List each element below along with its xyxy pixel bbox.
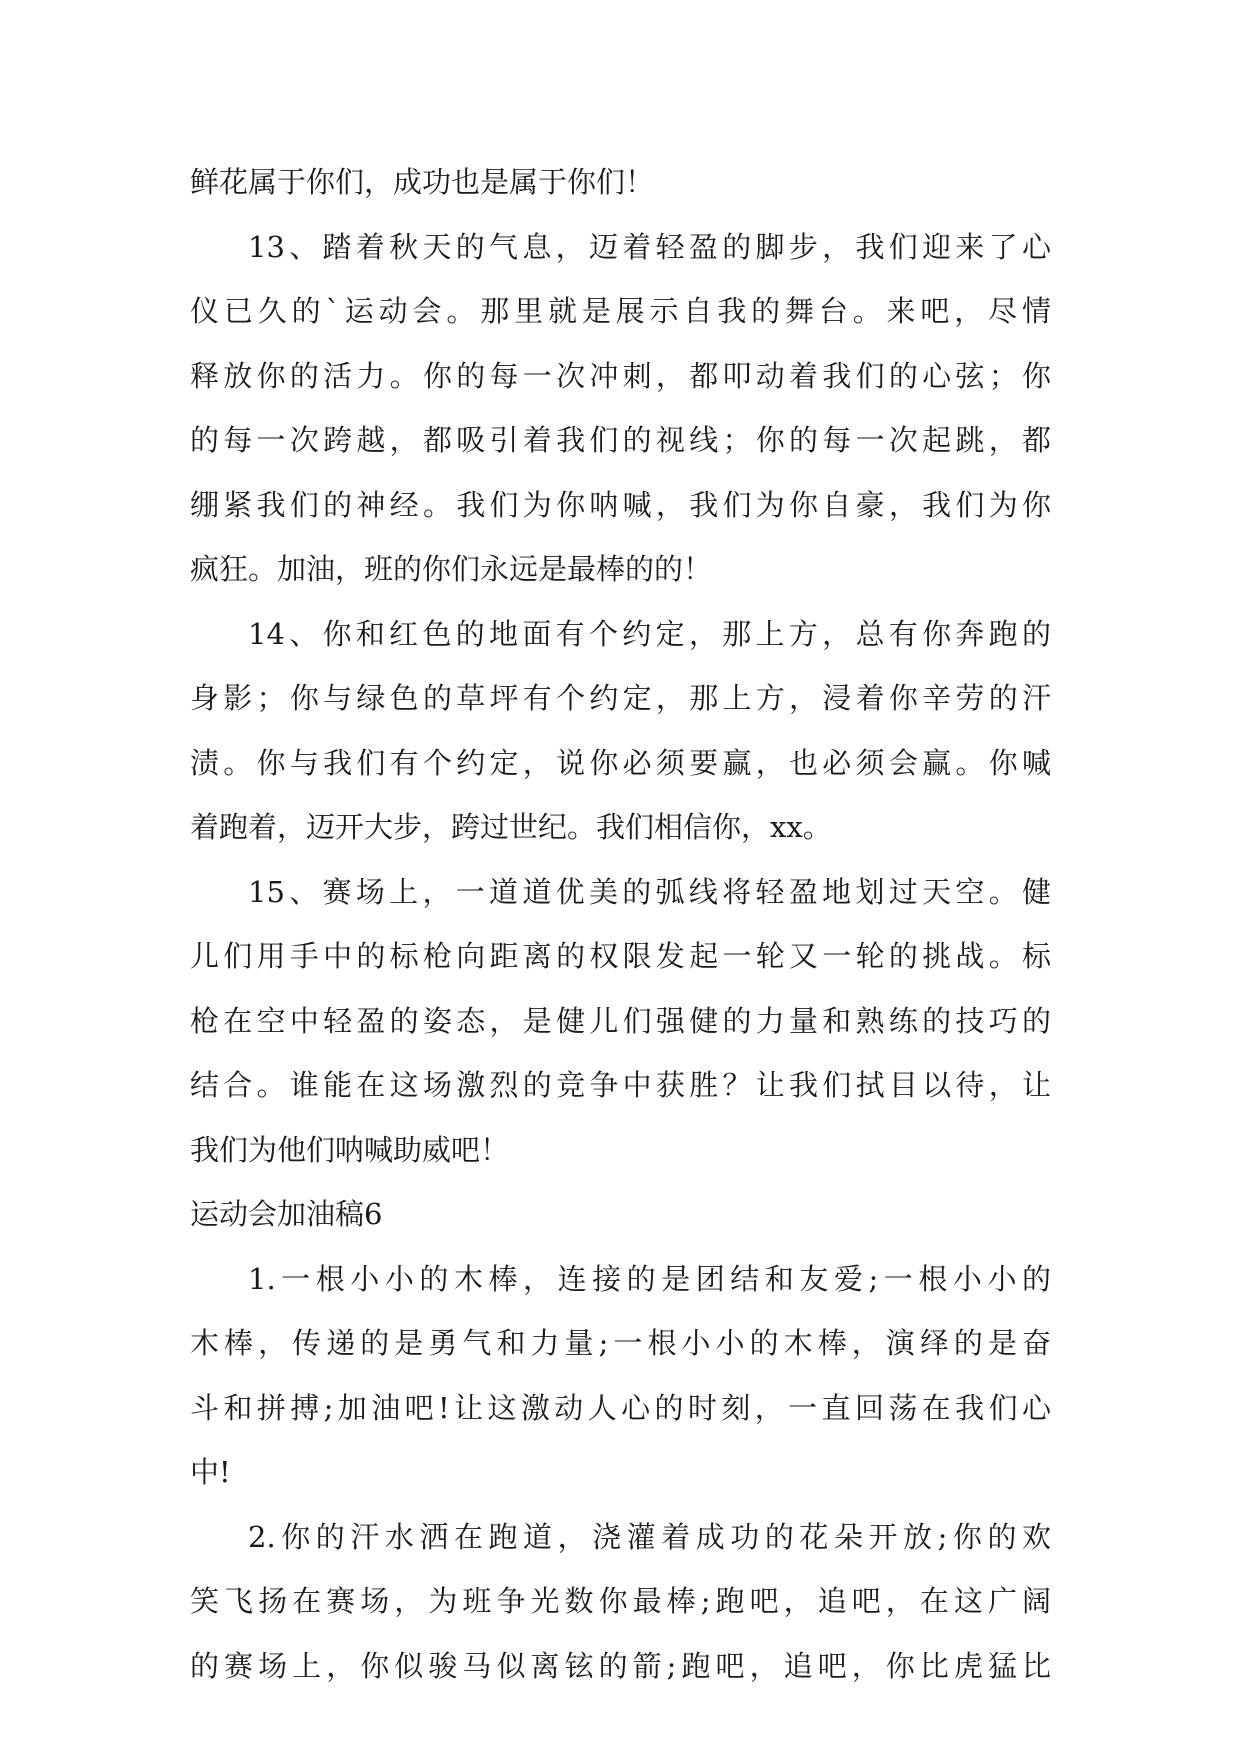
paragraph-line: 结合。谁能在这场激烈的竞争中获胜？让我们拭目以待，让 (190, 1068, 1051, 1102)
paragraph-line: 斗和拼搏;加油吧!让这激动人心的时刻，一直回荡在我们心 (190, 1390, 1051, 1425)
paragraph-line: 2.你的汗水洒在跑道，浇灌着成功的花朵开放;你的欢 (248, 1519, 1051, 1554)
paragraph-line: 的每一次跨越，都吸引着我们的视线；你的每一次起跳，都 (190, 423, 1051, 457)
paragraph-line: 我们为他们呐喊助威吧！ (190, 1132, 510, 1167)
paragraph-line: 枪在空中轻盈的姿态，是健儿们强健的力量和熟练的技巧的 (190, 1003, 1051, 1038)
paragraph-line: 仪已久的`运动会。那里就是展示自我的舞台。来吧，尽情 (190, 294, 1051, 328)
paragraph-line: 儿们用手中的标枪向距离的权限发起一轮又一轮的挑战。标 (190, 939, 1051, 973)
paragraph-line: 笑飞扬在赛场，为班争光数你最棒;跑吧，追吧，在这广阔 (190, 1584, 1051, 1618)
paragraph-line: 15、赛场上，一道道优美的弧线将轻盈地划过天空。健 (248, 874, 1051, 909)
paragraph-line: 释放你的活力。你的每一次冲刺，都叩动着我们的心弦；你 (190, 358, 1051, 393)
document-page (190, 150, 1051, 1698)
paragraph-line: 绷紧我们的神经。我们为你呐喊，我们为你自豪，我们为你 (190, 487, 1051, 522)
paragraph-line: 的赛场上，你似骏马似离铉的箭;跑吧，追吧，你比虎猛比 (190, 1648, 1051, 1683)
paragraph-line: 中! (190, 1455, 231, 1489)
paragraph-line: 身影；你与绿色的草坪有个约定，那上方，浸着你辛劳的汗 (190, 681, 1051, 715)
paragraph-line: 1.一根小小的木棒，连接的是团结和友爱;一根小小的 (248, 1261, 1051, 1296)
section-heading: 运动会加油稿6 (190, 1197, 383, 1231)
paragraph-line: 木棒，传递的是勇气和力量;一根小小的木棒，演绎的是奋 (190, 1326, 1051, 1360)
paragraph-line: 14、你和红色的地面有个约定，那上方，总有你奔跑的 (248, 616, 1051, 651)
paragraph-line: 鲜花属于你们，成功也是属于你们！ (190, 165, 655, 199)
paragraph-line: 13、踏着秋天的气息，迈着轻盈的脚步，我们迎来了心 (248, 229, 1051, 264)
paragraph-line: 疯狂。加油，班的你们永远是最棒的的！ (190, 552, 713, 586)
paragraph-line: 着跑着，迈开大步，跨过世纪。我们相信你，xx。 (190, 810, 832, 844)
paragraph-line: 渍。你与我们有个约定，说你必须要赢，也必须会赢。你喊 (190, 745, 1051, 780)
